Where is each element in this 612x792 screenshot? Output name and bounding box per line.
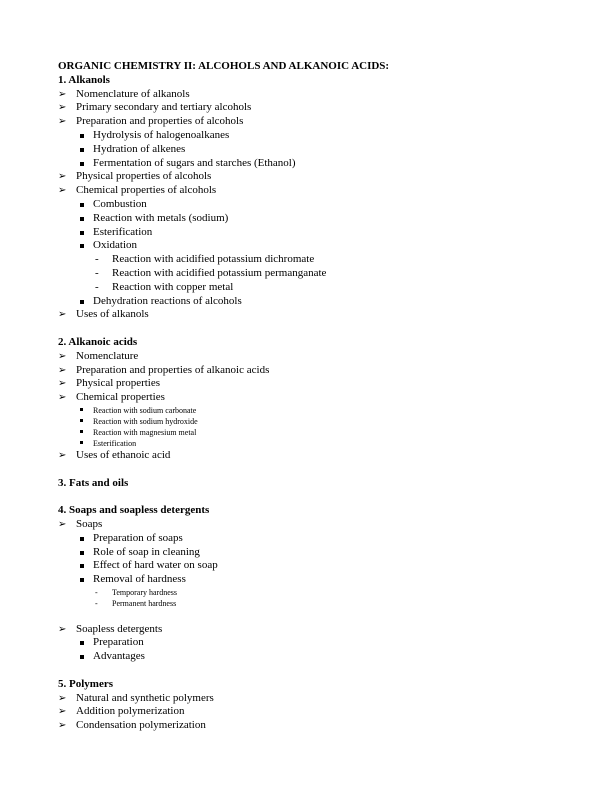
list-item: [58, 532, 578, 546]
list-item: [58, 226, 578, 240]
item-text: Soaps: [76, 517, 103, 530]
arrow-bullet-icon: ➢: [58, 364, 67, 376]
item-text: 3. Fats and oils: [58, 476, 129, 489]
title-text: ORGANIC CHEMISTRY II: ALCOHOLS AND ALKANOIC ACIDS:: [58, 60, 390, 72]
item-text: Reaction with metals (sodium): [93, 211, 229, 224]
item-text: Role of soap in cleaning: [93, 545, 200, 558]
section-heading: [58, 477, 578, 491]
arrow-bullet-icon: ➢: [58, 449, 67, 461]
item-text: Temporary hardness: [112, 587, 177, 597]
list-item: [58, 88, 578, 102]
outline-list: [58, 74, 578, 733]
square-bullet-icon: [80, 564, 84, 568]
item-text: Permanent hardness: [112, 598, 177, 608]
document-title: [58, 60, 578, 74]
item-text: Effect of hard water on soap: [93, 559, 218, 572]
blank-line: [58, 664, 578, 678]
item-text: Combustion: [93, 197, 147, 210]
list-item: [58, 573, 578, 587]
list-item: [58, 157, 578, 171]
blank-line: [58, 322, 578, 336]
list-item: [58, 364, 578, 378]
item-text: Chemical properties: [76, 391, 165, 404]
square-bullet-icon: [80, 203, 84, 207]
section-heading: [58, 504, 578, 518]
list-item: [58, 377, 578, 391]
item-text: Reaction with acidified potassium dichromate: [112, 253, 315, 266]
square-bullet-icon: [80, 641, 84, 645]
list-item: [58, 391, 578, 405]
list-item: [58, 438, 578, 449]
item-text: Nomenclature of alkanols: [76, 87, 190, 100]
arrow-bullet-icon: ➢: [58, 350, 67, 362]
item-text: Hydrolysis of halogenoalkanes: [93, 128, 230, 141]
document-page: [58, 60, 578, 733]
item-text: Primary secondary and tertiary alcohols: [76, 101, 252, 114]
list-item: [58, 267, 578, 281]
item-text: Physical properties of alcohols: [76, 170, 212, 183]
list-item: [58, 170, 578, 184]
list-item: [58, 143, 578, 157]
item-text: 4. Soaps and soapless detergents: [58, 504, 210, 517]
list-item: [58, 184, 578, 198]
item-text: Reaction with sodium carbonate: [93, 405, 197, 415]
square-bullet-icon: [80, 148, 84, 152]
list-item: [58, 559, 578, 573]
item-text: 2. Alkanoic acids: [58, 335, 138, 348]
square-bullet-icon: [80, 655, 84, 659]
list-item: [58, 129, 578, 143]
list-item: [58, 705, 578, 719]
item-text: Oxidation: [93, 239, 137, 252]
arrow-bullet-icon: ➢: [58, 88, 67, 100]
item-text: Condensation polymerization: [76, 719, 206, 732]
arrow-bullet-icon: ➢: [58, 171, 67, 183]
list-item: [58, 308, 578, 322]
square-bullet-icon: [80, 217, 84, 221]
list-item: [58, 212, 578, 226]
list-item: [58, 636, 578, 650]
dash-bullet-icon: -: [95, 280, 99, 293]
blank-line: [58, 490, 578, 504]
arrow-bullet-icon: ➢: [58, 185, 67, 197]
list-item: [58, 449, 578, 463]
list-item: [58, 198, 578, 212]
list-item: [58, 281, 578, 295]
item-text: Chemical properties of alcohols: [76, 184, 217, 197]
blank-line: [58, 463, 578, 477]
list-item: [58, 101, 578, 115]
list-item: [58, 115, 578, 129]
section-heading: [58, 678, 578, 692]
item-text: Preparation and properties of alkanoic acids: [76, 363, 270, 376]
blank-line: [58, 609, 578, 623]
item-text: Reaction with acidified potassium permanganate: [112, 266, 327, 279]
arrow-bullet-icon: ➢: [58, 378, 67, 390]
item-text: Uses of ethanoic acid: [76, 448, 171, 461]
list-item: [58, 719, 578, 733]
square-bullet-icon: [80, 244, 84, 248]
item-text: Removal of hardness: [93, 573, 186, 586]
list-item: [58, 405, 578, 416]
item-text: Preparation of soaps: [93, 531, 183, 544]
item-text: Natural and synthetic polymers: [76, 691, 214, 704]
arrow-bullet-icon: ➢: [58, 720, 67, 732]
item-text: Soapless detergents: [76, 622, 163, 635]
square-bullet-icon: [80, 408, 83, 411]
section-heading: [58, 336, 578, 350]
square-bullet-icon: [80, 441, 83, 444]
square-bullet-icon: [80, 430, 83, 433]
list-item: [58, 623, 578, 637]
square-bullet-icon: [80, 300, 84, 304]
square-bullet-icon: [80, 134, 84, 138]
section-heading: [58, 74, 578, 88]
item-text: Dehydration reactions of alcohols: [93, 294, 242, 307]
arrow-bullet-icon: ➢: [58, 706, 67, 718]
arrow-bullet-icon: ➢: [58, 102, 67, 114]
square-bullet-icon: [80, 419, 83, 422]
dash-bullet-icon: -: [95, 587, 98, 597]
arrow-bullet-icon: ➢: [58, 692, 67, 704]
list-item: [58, 416, 578, 427]
item-text: 5. Polymers: [58, 677, 113, 690]
list-item: [58, 239, 578, 253]
list-item: [58, 650, 578, 664]
list-item: [58, 546, 578, 560]
square-bullet-icon: [80, 551, 84, 555]
item-text: Esterification: [93, 438, 137, 448]
square-bullet-icon: [80, 162, 84, 166]
item-text: Reaction with magnesium metal: [93, 427, 197, 437]
item-text: 1. Alkanols: [58, 73, 110, 86]
item-text: Physical properties: [76, 377, 161, 390]
item-text: Addition polymerization: [76, 705, 185, 718]
item-text: Reaction with sodium hydroxide: [93, 416, 198, 426]
item-text: Reaction with copper metal: [112, 280, 234, 293]
arrow-bullet-icon: ➢: [58, 518, 67, 530]
list-item: [58, 587, 578, 598]
dash-bullet-icon: -: [95, 598, 98, 608]
item-text: Preparation: [93, 636, 144, 649]
square-bullet-icon: [80, 537, 84, 541]
arrow-bullet-icon: ➢: [58, 309, 67, 321]
item-text: Fermentation of sugars and starches (Ethanol): [93, 156, 296, 169]
item-text: Nomenclature: [76, 349, 139, 362]
arrow-bullet-icon: ➢: [58, 623, 67, 635]
list-item: [58, 518, 578, 532]
arrow-bullet-icon: ➢: [58, 392, 67, 404]
item-text: Esterification: [93, 225, 153, 238]
item-text: Hydration of alkenes: [93, 142, 186, 155]
list-item: [58, 295, 578, 309]
square-bullet-icon: [80, 231, 84, 235]
item-text: Preparation and properties of alcohols: [76, 115, 244, 128]
square-bullet-icon: [80, 578, 84, 582]
item-text: Advantages: [93, 650, 145, 663]
item-text: Uses of alkanols: [76, 308, 149, 321]
list-item: [58, 350, 578, 364]
list-item: [58, 692, 578, 706]
list-item: [58, 598, 578, 609]
dash-bullet-icon: -: [95, 266, 99, 279]
list-item: [58, 427, 578, 438]
dash-bullet-icon: -: [95, 253, 99, 266]
list-item: [58, 253, 578, 267]
arrow-bullet-icon: ➢: [58, 116, 67, 128]
